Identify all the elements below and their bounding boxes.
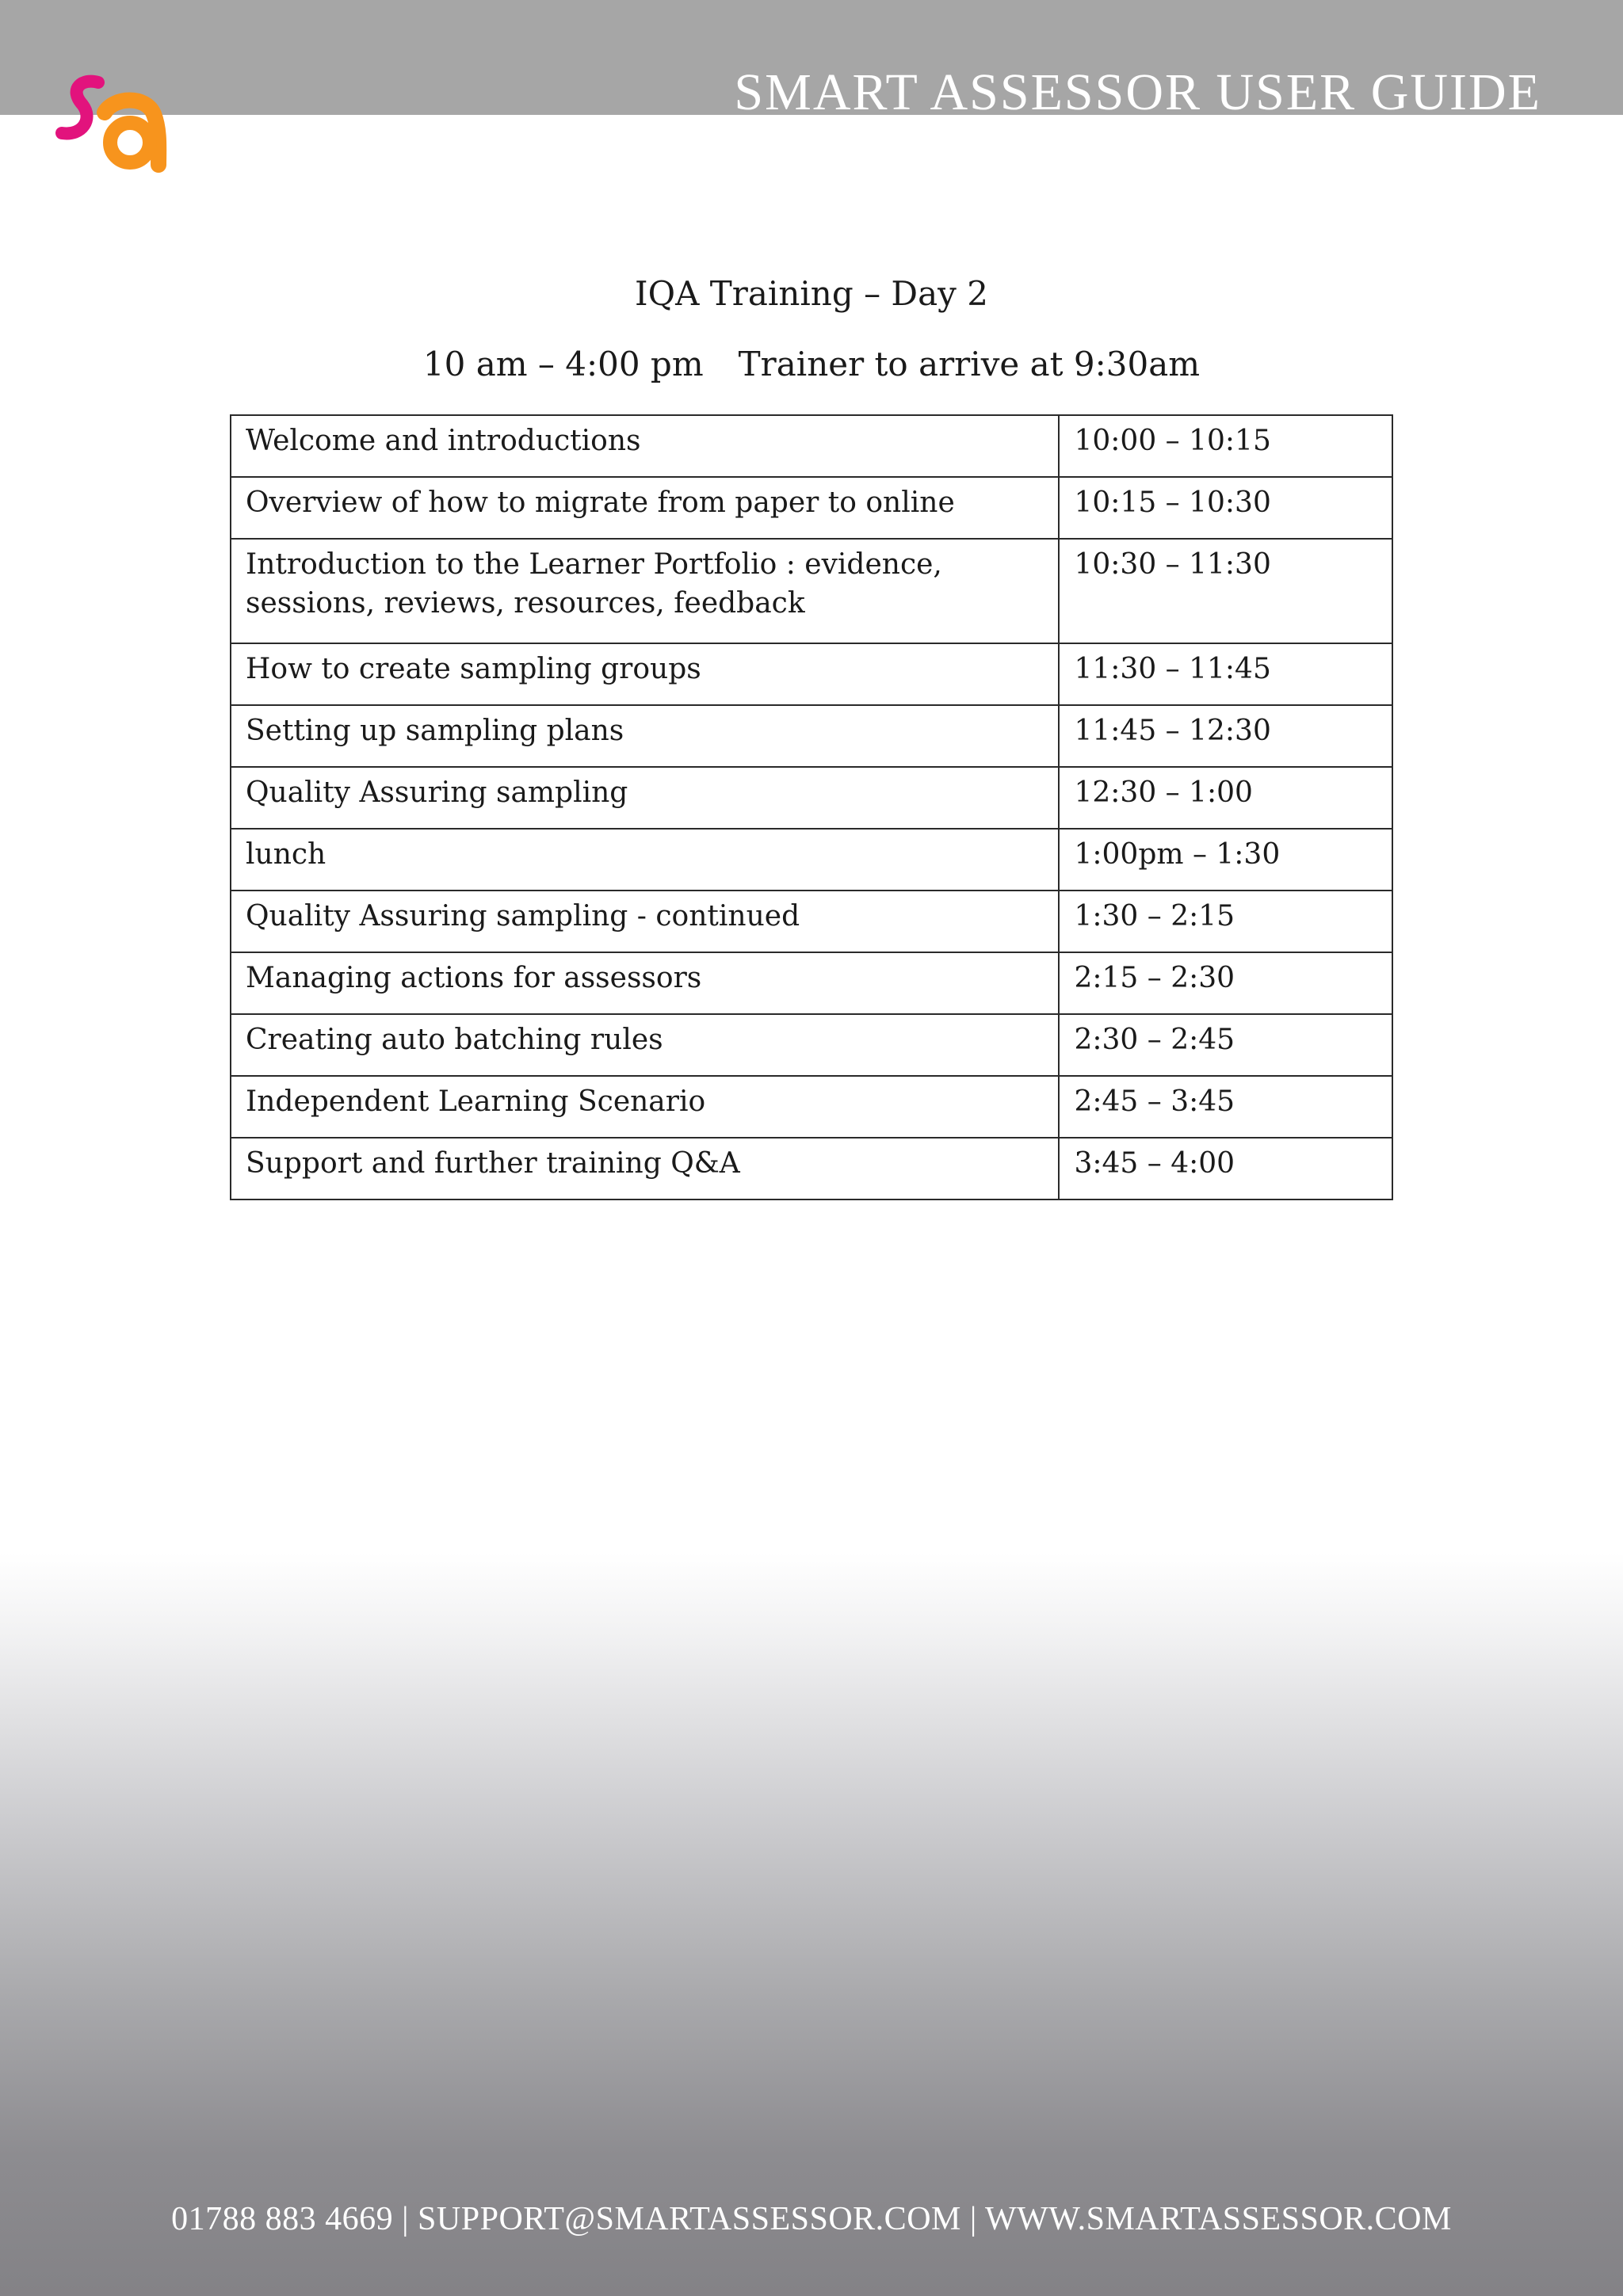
activity-cell: Quality Assuring sampling	[231, 767, 1059, 829]
time-cell: 10:00 – 10:15	[1059, 415, 1392, 477]
activity-cell: Quality Assuring sampling - continued	[231, 891, 1059, 952]
activity-cell: Welcome and introductions	[231, 415, 1059, 477]
table-row	[231, 1076, 1392, 1138]
activity-cell: Managing actions for assessors	[231, 952, 1059, 1014]
activity-cell: Setting up sampling plans	[231, 705, 1059, 767]
document-subtitle	[0, 342, 1623, 387]
table-row	[231, 767, 1392, 829]
time-cell: 3:45 – 4:00	[1059, 1138, 1392, 1199]
table-row	[231, 705, 1392, 767]
time-cell: 1:30 – 2:15	[1059, 891, 1392, 952]
table-row	[231, 1138, 1392, 1199]
time-range: 10 am – 4:00 pm	[422, 345, 704, 383]
schedule-table	[230, 414, 1393, 1200]
activity-cell: Overview of how to migrate from paper to online	[231, 477, 1059, 539]
table-row	[231, 1014, 1392, 1076]
time-cell: 1:00pm – 1:30	[1059, 829, 1392, 891]
time-cell: 2:30 – 2:45	[1059, 1014, 1392, 1076]
time-cell: 12:30 – 1:00	[1059, 767, 1392, 829]
table-row	[231, 829, 1392, 891]
activity-cell: Support and further training Q&A	[231, 1138, 1059, 1199]
time-cell: 11:30 – 11:45	[1059, 643, 1392, 705]
activity-cell: Introduction to the Learner Portfolio : evidence, sessions, reviews, resources, feedback	[231, 539, 1059, 643]
table-row	[231, 415, 1392, 477]
document-title: IQA Training – Day 2	[635, 274, 988, 313]
activity-cell: Creating auto batching rules	[231, 1014, 1059, 1076]
time-cell: 10:30 – 11:30	[1059, 539, 1392, 643]
table-row	[231, 952, 1392, 1014]
trainer-note: Trainer to arrive at 9:30am	[738, 345, 1201, 383]
table-row	[231, 539, 1392, 643]
smart-assessor-logo	[49, 63, 168, 182]
table-row	[231, 891, 1392, 952]
activity-cell: lunch	[231, 829, 1059, 891]
time-cell: 2:45 – 3:45	[1059, 1076, 1392, 1138]
activity-cell: How to create sampling groups	[231, 643, 1059, 705]
time-cell: 2:15 – 2:30	[1059, 952, 1392, 1014]
activity-cell: Independent Learning Scenario	[231, 1076, 1059, 1138]
table-row	[231, 477, 1392, 539]
time-cell: 11:45 – 12:30	[1059, 705, 1392, 767]
time-cell: 10:15 – 10:30	[1059, 477, 1392, 539]
footer-contact: 01788 883 4669 | SUPPORT@SMARTASSESSOR.COM | WWW.SMARTASSESSOR.COM	[171, 2201, 1452, 2237]
table-row	[231, 643, 1392, 705]
header-title: SMART ASSESSOR USER GUIDE	[734, 63, 1541, 121]
